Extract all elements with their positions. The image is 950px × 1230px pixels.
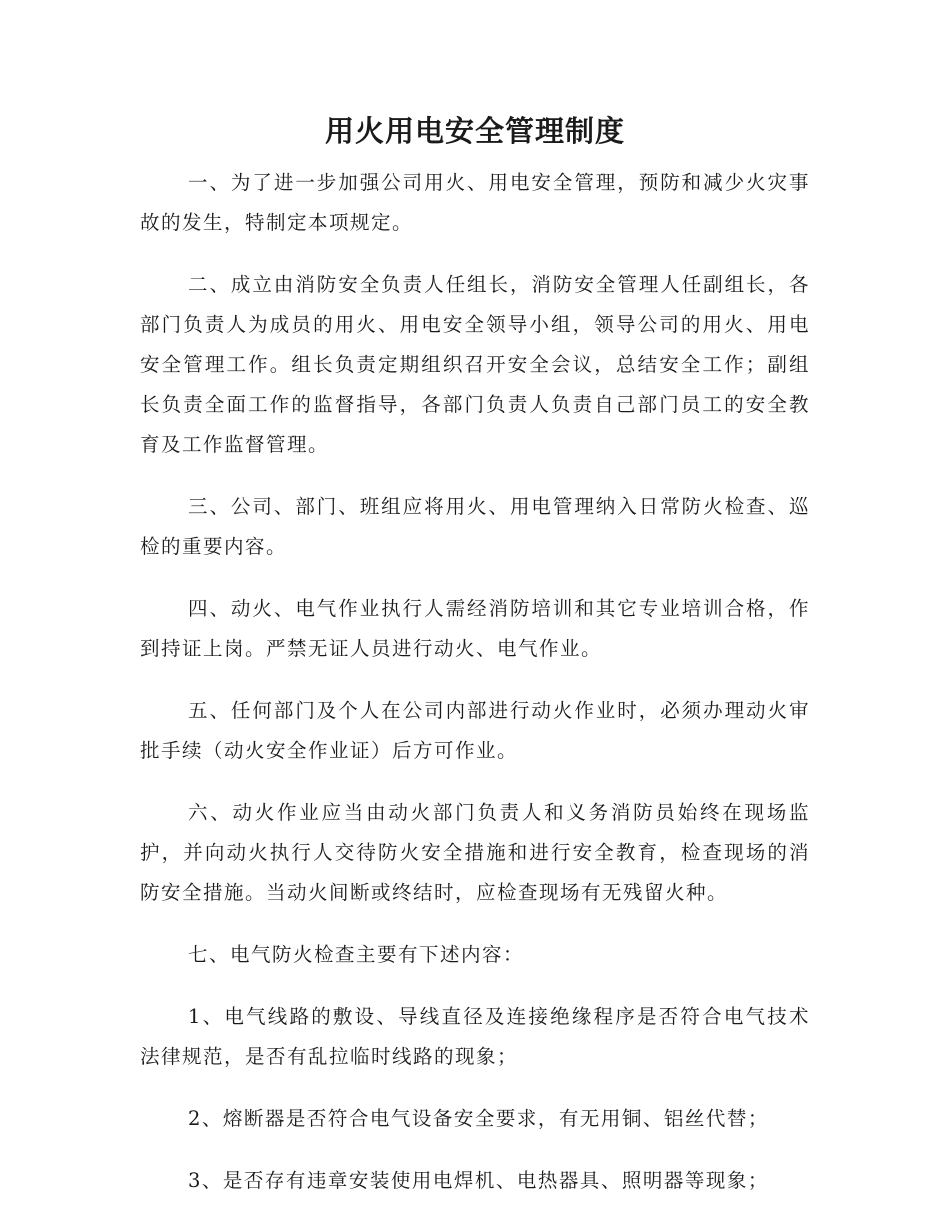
list-item-1: 1、电气线路的敷设、导线直径及连接绝缘程序是否符合电气技术法律规范，是否有乱拉临时线路的现象； — [140, 1005, 810, 1068]
paragraph-4: 四、动火、电气作业执行人需经消防培训和其它专业培训合格，作到持证上岗。严禁无证人员进行动火、电气作业。 — [140, 597, 810, 660]
paragraph-7: 七、电气防火检查主要有下述内容： — [188, 943, 525, 966]
list-item-2: 2、熔断器是否符合电气设备安全要求，有无用铜、铝丝代替； — [188, 1107, 769, 1130]
paragraph-3: 三、公司、部门、班组应将用火、用电管理纳入日常防火检查、巡检的重要内容。 — [140, 495, 810, 558]
paragraph-2: 二、成立由消防安全负责人任组长，消防安全管理人任副组长，各部门负责人为成员的用火、用电安全领导小组，领导公司的用火、用电安全管理工作。组长负责定期组织召开安全会议，总结安全工作；副组长负责全面工作的监督指导，各部门负责人负责自己部门员工的安全教育及工作监督管理。 — [140, 273, 810, 456]
paragraph-6: 六、动火作业应当由动火部门负责人和义务消防员始终在现场监护，并向动火执行人交待防火安全措施和进行安全教育，检查现场的消防安全措施。当动火间断或终结时，应检查现场有无残留火种。 — [140, 801, 810, 904]
list-item-3: 3、是否存有违章安装使用电焊机、电热器具、照明器等现象； — [188, 1169, 769, 1192]
paragraph-5: 五、任何部门及个人在公司内部进行动火作业时，必须办理动火审批手续（动火安全作业证）后方可作业。 — [140, 699, 810, 762]
paragraph-1: 一、为了进一步加强公司用火、用电安全管理，预防和减少火灾事故的发生，特制定本项规定。 — [140, 171, 810, 234]
document-body — [140, 163, 810, 1223]
document-title: 用火用电安全管理制度 — [324, 114, 625, 148]
